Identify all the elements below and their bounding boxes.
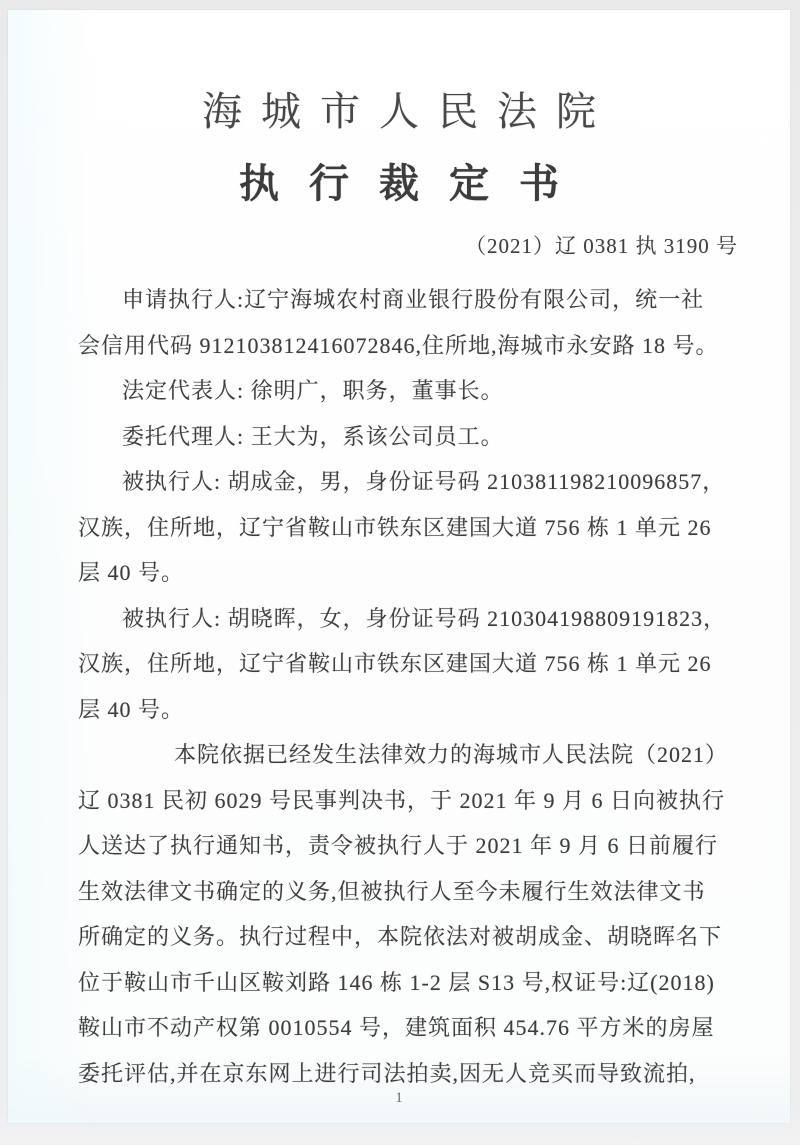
document-page: [8, 10, 790, 1123]
document-line: 被执行人: 胡成金，男，身份证号码 210381198210096857，: [122, 469, 726, 494]
document-line: 位于鞍山市千山区鞍刘路 146 栋 1-2 层 S13 号,权证号:辽(2018): [78, 969, 715, 995]
document-line: 辽 0381 民初 6029 号民事判决书，于 2021 年 9 月 6 日向被执行: [78, 787, 726, 813]
document-line: 法定代表人: 徐明广，职务，董事长。: [122, 378, 504, 403]
document-line: 委托评估,并在京东网上进行司法拍卖,因无人竞买而导致流拍,: [78, 1060, 696, 1086]
court-name: 海城市人民法院: [202, 89, 615, 134]
document-line: 会信用代码 912103812416072846,住所地,海城市永安路 18 号。: [78, 332, 719, 358]
document-line: 层 40 号。: [78, 560, 185, 585]
document-line: 申请执行人:辽宁海城农村商业银行股份有限公司，统一社: [122, 287, 705, 312]
document-body: [8, 277, 790, 1096]
document-line: 本院依据已经发生法律效力的海城市人民法院（2021）: [174, 742, 729, 767]
document-line: 所确定的义务。执行过程中，本院依法对被胡成金、胡晓晖名下: [78, 924, 723, 949]
case-number: （2021）辽 0381 执 3190 号: [465, 234, 738, 258]
document-line: 委托代理人: 王大为，系该公司员工。: [122, 423, 504, 449]
document-line: 生效法律文书确定的义务,但被执行人至今未履行生效法律文书: [78, 878, 706, 904]
document-line: 鞍山市不动产权第 0010554 号，建筑面积 454.76 平方米的房屋: [78, 1015, 715, 1040]
document-line: 汉族，住所地，辽宁省鞍山市铁东区建国大道 756 栋 1 单元 26: [78, 514, 712, 540]
document-line: 被执行人: 胡晓晖，女，身份证号码 210304198809191823，: [122, 605, 727, 631]
document-title: 执行裁定书: [239, 161, 589, 206]
document-line: 层 40 号。: [78, 696, 185, 722]
page-number: 1: [395, 1090, 403, 1106]
document-line: 汉族，住所地，辽宁省鞍山市铁东区建国大道 756 栋 1 单元 26: [78, 651, 712, 676]
document-line: 人送达了执行通知书，责令被执行人于 2021 年 9 月 6 日前履行: [78, 833, 719, 858]
